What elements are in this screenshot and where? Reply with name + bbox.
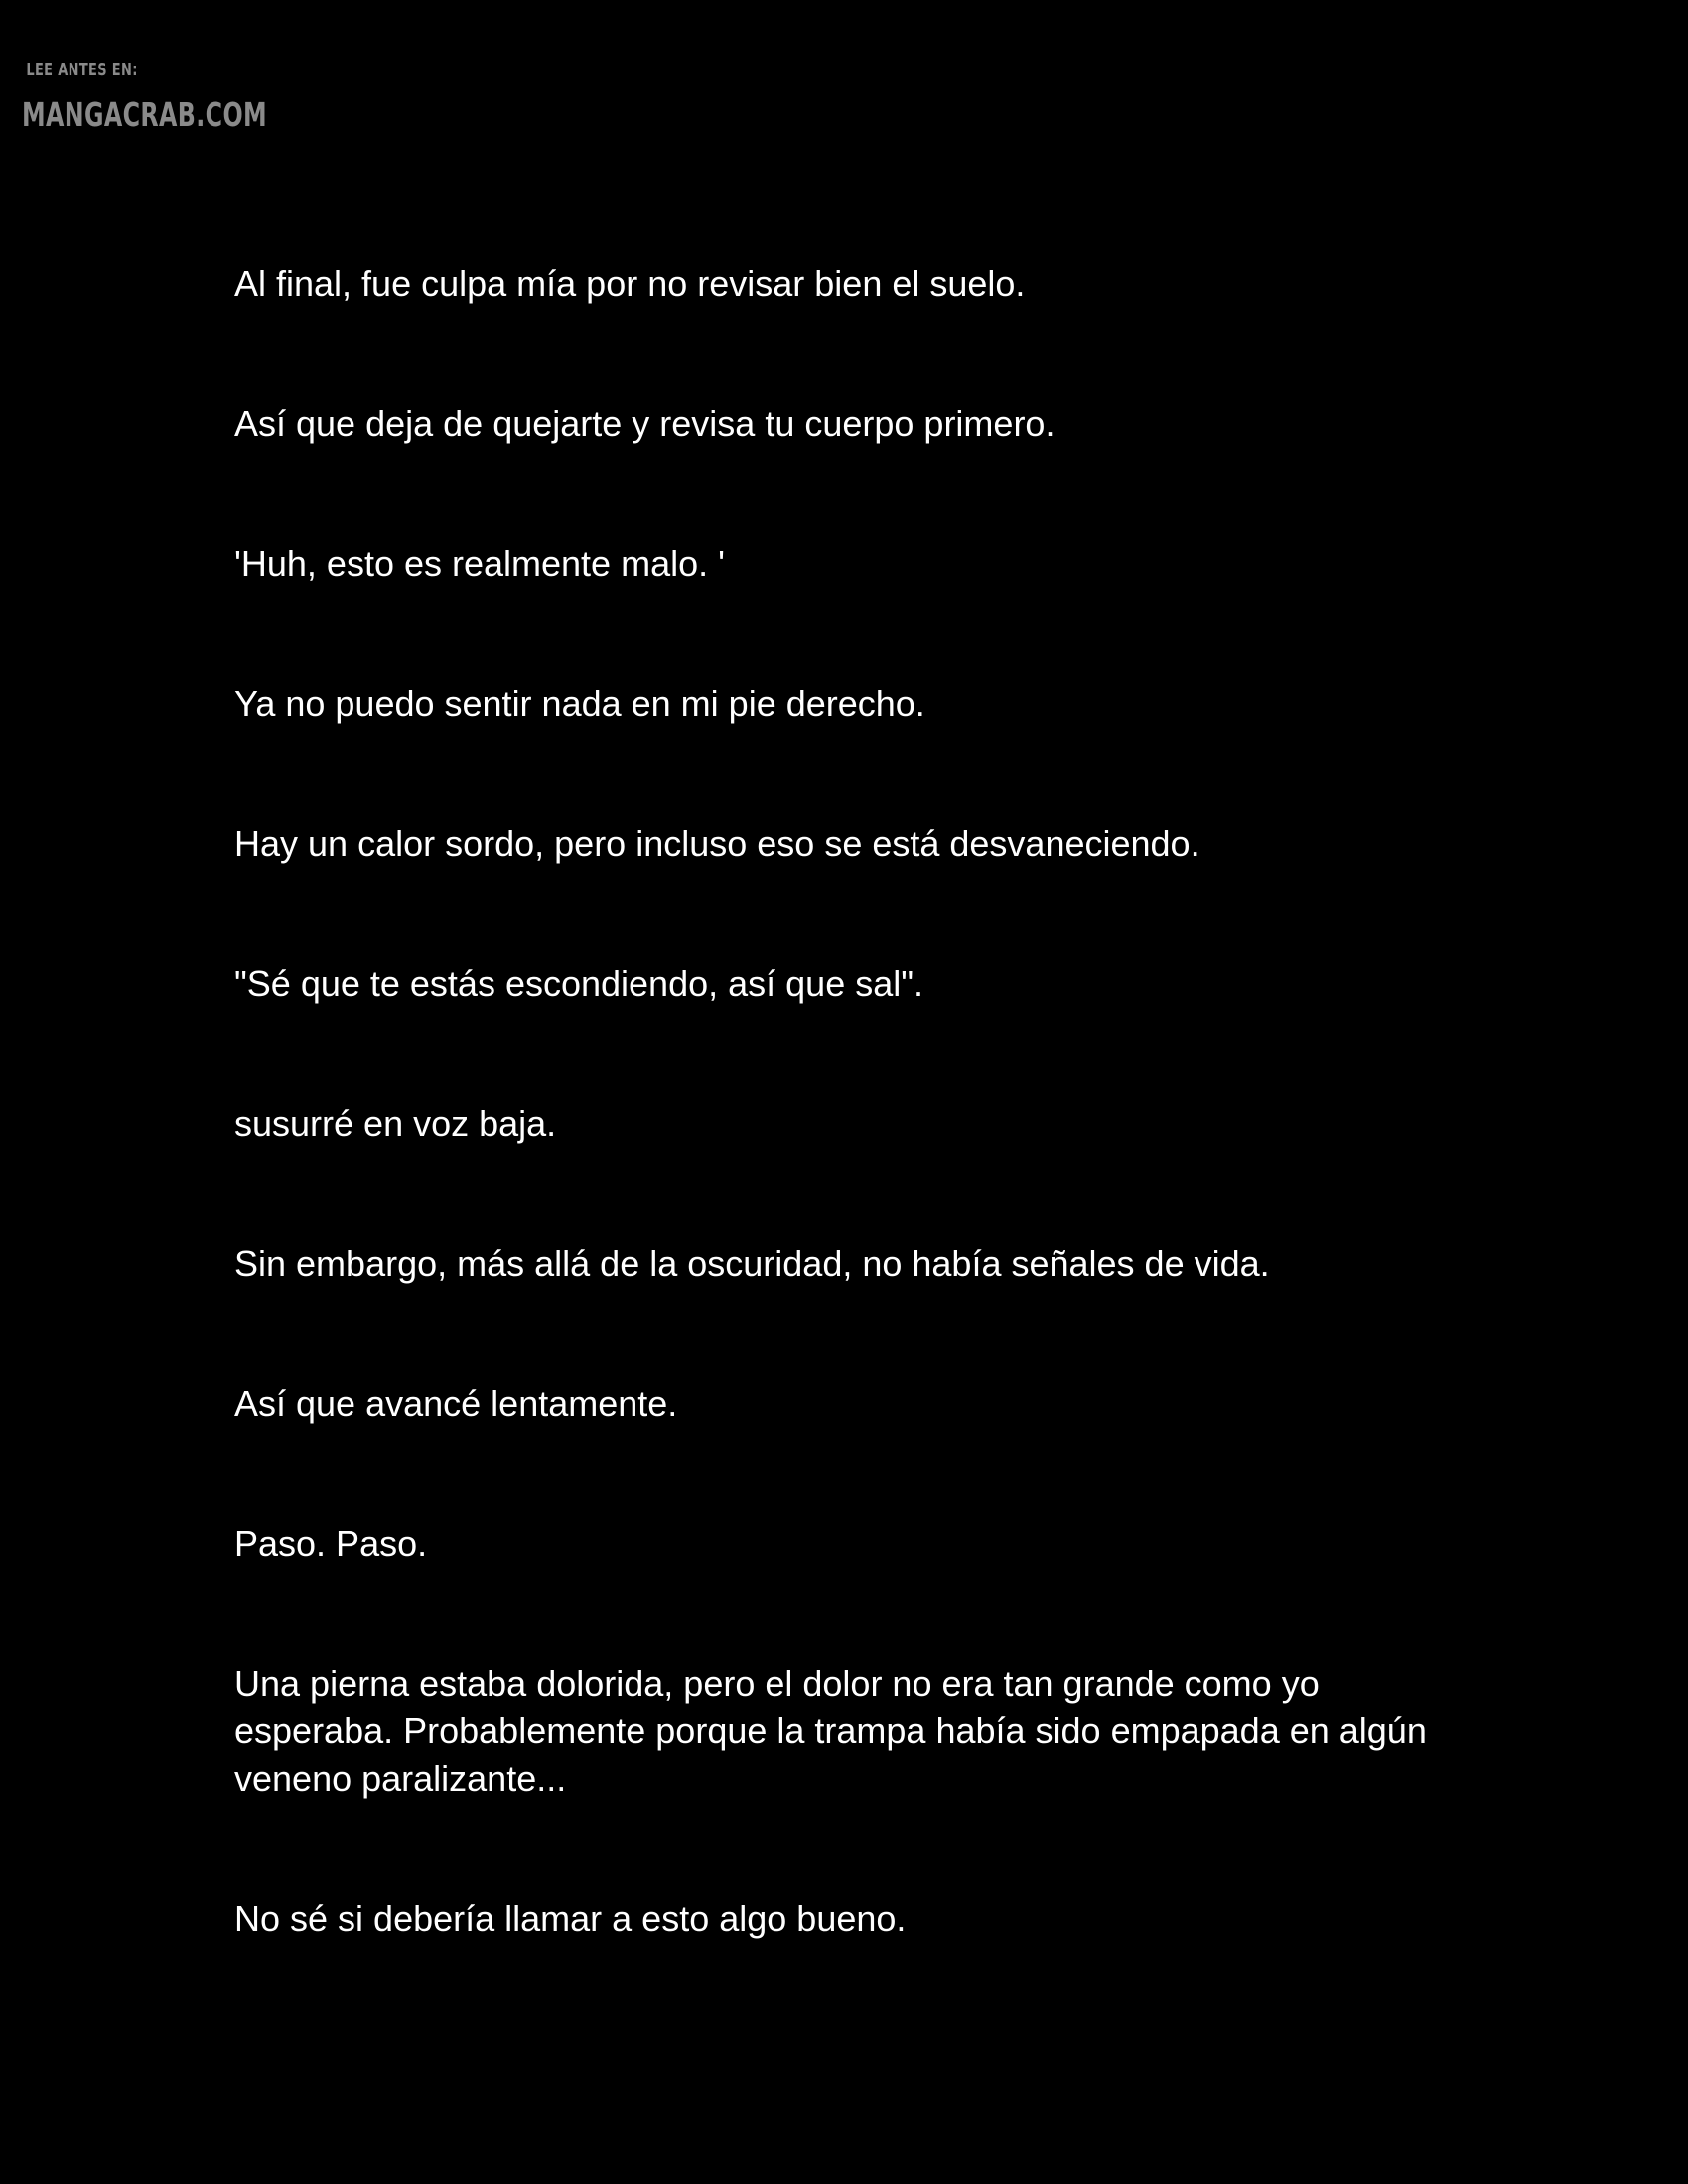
paragraph: susurré en voz baja. [234, 1103, 557, 1144]
paragraph: Así que avancé lentamente. [234, 1383, 678, 1424]
paragraph: No sé si debería llamar a esto algo bueno. [234, 1898, 907, 1939]
watermark-tagline: LEE ANTES EN: [26, 60, 138, 80]
paragraph: "Sé que te estás escondiendo, así que sal". [234, 963, 924, 1004]
paragraph: Ya no puedo sentir nada en mi pie derecho. [234, 683, 925, 724]
watermark-site-name: MANGACRAB.COM [22, 95, 268, 134]
paragraph: Una pierna estaba dolorida, pero el dolor no era tan grande como yo esperaba. Probablemente porque la trampa había sido empapada en algún veneno paralizante... [234, 1663, 1427, 1799]
site-watermark [22, 60, 267, 135]
paragraph: 'Huh, esto es realmente malo. ' [234, 543, 725, 584]
paragraph: Sin embargo, más allá de la oscuridad, no había señales de vida. [234, 1243, 1270, 1284]
paragraph: Hay un calor sordo, pero incluso eso se está desvaneciendo. [234, 823, 1200, 864]
story-text [234, 260, 1476, 1943]
paragraph: Así que deja de quejarte y revisa tu cuerpo primero. [234, 403, 1055, 444]
paragraph: Paso. Paso. [234, 1523, 428, 1564]
paragraph: Al final, fue culpa mía por no revisar bien el suelo. [234, 263, 1026, 304]
